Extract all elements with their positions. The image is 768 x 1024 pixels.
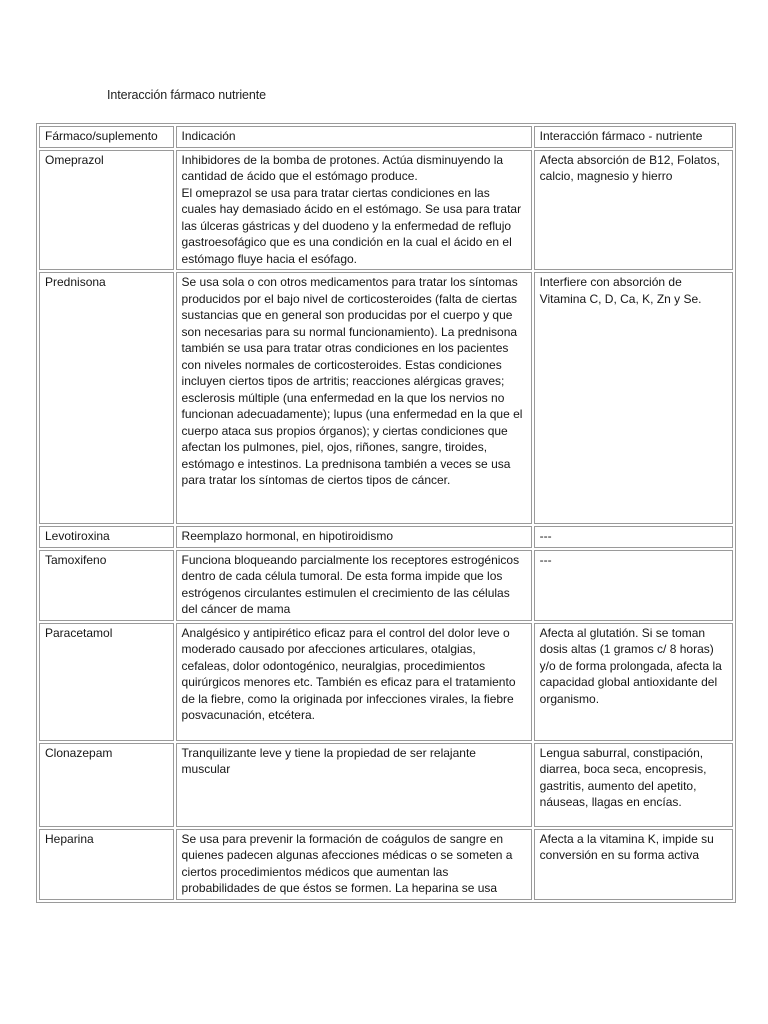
row-drug: Heparina <box>39 829 174 900</box>
table-row <box>39 623 733 741</box>
table-row <box>39 526 733 548</box>
row-indication: Reemplazo hormonal, en hipotiroidismo <box>176 526 532 548</box>
row-indication: Funciona bloqueando parcialmente los receptores estrogénicos dentro de cada célula tumoral. De esta forma impide que los estrógenos circulantes estimulen el crecimiento de las células del cáncer de mama <box>176 550 532 621</box>
table-row <box>39 829 733 900</box>
row-indication: Se usa sola o con otros medicamentos para tratar los síntomas producidos por el bajo nivel de corticosteroides (falta de ciertas sustancias que en general son producidas por el cuerpo y que son necesarias para su normal funcionamiento). La prednisona también se usa para tratar otras condiciones en los pacientes con niveles normales de corticosteroides. Estas condiciones incluyen ciertos tipos de artritis; reacciones alérgicas graves; esclerosis múltiple (una enfermedad en la que los nervios no funcionan adecuadamente); lupus (una enfermedad en la que el cuerpo ataca sus propios órganos); y ciertas condiciones que afectan los pulmones, piel, ojos, riñones, sangre, tiroides, estómago e intestinos. La prednisona también a veces se usa para tratar los síntomas de ciertos tipos de cáncer. <box>176 272 532 524</box>
row-indication: Tranquilizante leve y tiene la propiedad de ser relajante muscular <box>176 743 532 827</box>
table-row <box>39 272 733 524</box>
indication-text: Inhibidores de la bomba de protones. Actúa disminuyendo la cantidad de ácido que el estómago produce. El omeprazol se usa para tratar ciertas condiciones en las cuales hay demasiado ácido en el estómago. Se usa para tratar las úlceras gástricas y del duodeno y la enfermedad de reflujo gastroesofágico que es una condición en la cual el ácido en el estómago fluye hacia el esófago. <box>181 152 522 266</box>
row-interaction: Afecta a la vitamina K, impide su conversión en su forma activa <box>534 829 733 900</box>
header-indication: Indicación <box>176 126 532 148</box>
row-interaction: Afecta absorción de B12, Folatos, calcio, magnesio y hierro <box>534 150 733 271</box>
row-drug: Prednisona <box>39 272 174 524</box>
table-row <box>39 550 733 621</box>
row-drug: Tamoxifeno <box>39 550 174 621</box>
table-row <box>39 743 733 827</box>
drug-nutrient-table-container <box>36 123 736 903</box>
drug-nutrient-table <box>36 123 736 903</box>
row-interaction: Interfiere con absorción de Vitamina C, D, Ca, K, Zn y Se. <box>534 272 733 524</box>
row-interaction: --- <box>534 550 733 621</box>
header-interaction: Interacción fármaco - nutriente <box>534 126 733 148</box>
row-interaction: Lengua saburral, constipación, diarrea, boca seca, encopresis, gastritis, aumento del apetito, náuseas, llagas en encías. <box>534 743 733 827</box>
row-indication: Se usa para prevenir la formación de coágulos de sangre en quienes padecen algunas afecciones médicas o se someten a ciertos procedimientos médicos que aumentan las probabilidades de que éstos se formen. La heparina se usa <box>176 829 532 900</box>
document-title: Interacción fármaco nutriente <box>107 88 266 102</box>
row-drug: Omeprazol <box>39 150 174 271</box>
row-drug: Clonazepam <box>39 743 174 827</box>
row-drug: Levotiroxina <box>39 526 174 548</box>
table-row <box>39 150 733 271</box>
row-drug: Paracetamol <box>39 623 174 741</box>
header-drug: Fármaco/suplemento <box>39 126 174 148</box>
row-interaction: --- <box>534 526 733 548</box>
row-indication <box>176 150 532 271</box>
row-interaction: Afecta al glutatión. Si se toman dosis altas (1 gramos c/ 8 horas) y/o de forma prolongada, afecta la capacidad global antioxidante del organismo. <box>534 623 733 741</box>
table-header-row <box>39 126 733 148</box>
row-indication: Analgésico y antipirético eficaz para el control del dolor leve o moderado causado por afecciones articulares, otalgias, cefaleas, dolor odontogénico, neuralgias, procedimientos quirúrgicos menores etc. También es eficaz para el tratamiento de la fiebre, como la originada por infecciones virales, la fiebre posvacunación, etcétera. <box>176 623 532 741</box>
